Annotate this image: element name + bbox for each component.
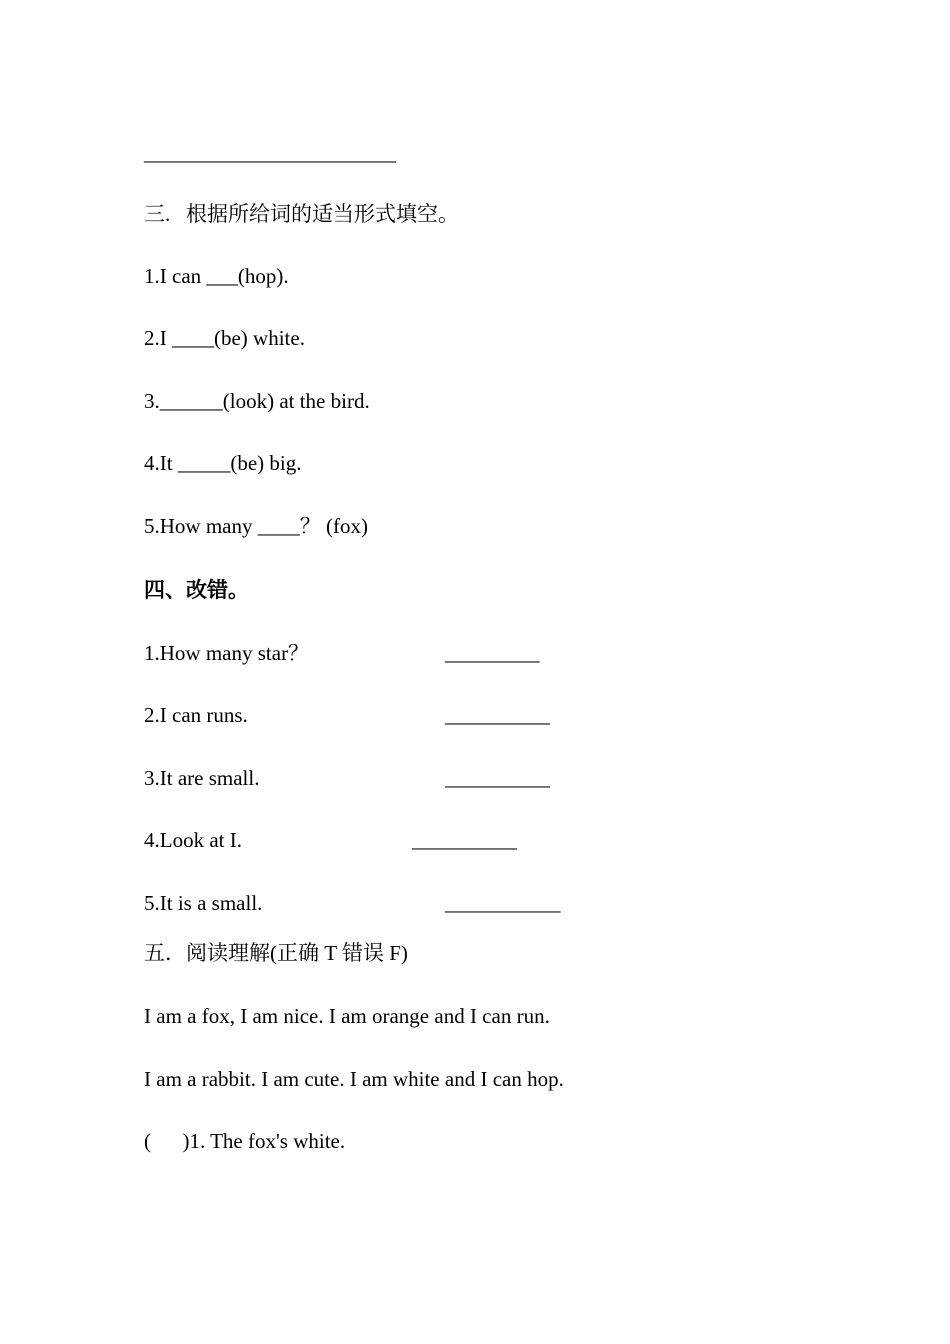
section5-question-1: ( )1. The fox's white. — [144, 1129, 346, 1153]
section4-answer-blank-3: __________ — [445, 766, 550, 790]
section5-heading: 五．阅读理解(正确 T 错误 F) — [144, 941, 408, 965]
top-answer-blank: ________________________ — [144, 141, 396, 165]
section3-item-3: 3.______(look) at the bird. — [144, 389, 370, 413]
section4-item-5: 5.It is a small. — [144, 891, 263, 915]
section4-item-3: 3.It are small. — [144, 766, 260, 790]
section4-answer-blank-5: ___________ — [445, 891, 561, 915]
section5-passage-line-1: I am a fox, I am nice. I am orange and I can run. — [144, 1004, 550, 1028]
section4-item-1: 1.How many star？ — [144, 641, 310, 665]
section4-answer-blank-1: _________ — [445, 641, 540, 665]
section3-item-4: 4.It _____(be) big. — [144, 451, 302, 475]
section3-heading: 三. 根据所给词的适当形式填空。 — [144, 202, 459, 226]
section3-item-2: 2.I ____(be) white. — [144, 326, 305, 350]
section4-answer-blank-2: __________ — [445, 703, 550, 727]
section3-item-5: 5.How many ____？ (fox) — [144, 514, 368, 538]
section4-item-4: 4.Look at I. — [144, 828, 242, 852]
section4-answer-blank-4: __________ — [412, 828, 517, 852]
section5-passage-line-2: I am a rabbit. I am cute. I am white and I can hop. — [144, 1067, 564, 1091]
section4-item-2: 2.I can runs. — [144, 703, 248, 727]
section4-heading: 四、改错。 — [144, 578, 249, 602]
section3-item-1: 1.I can ___(hop). — [144, 264, 289, 288]
